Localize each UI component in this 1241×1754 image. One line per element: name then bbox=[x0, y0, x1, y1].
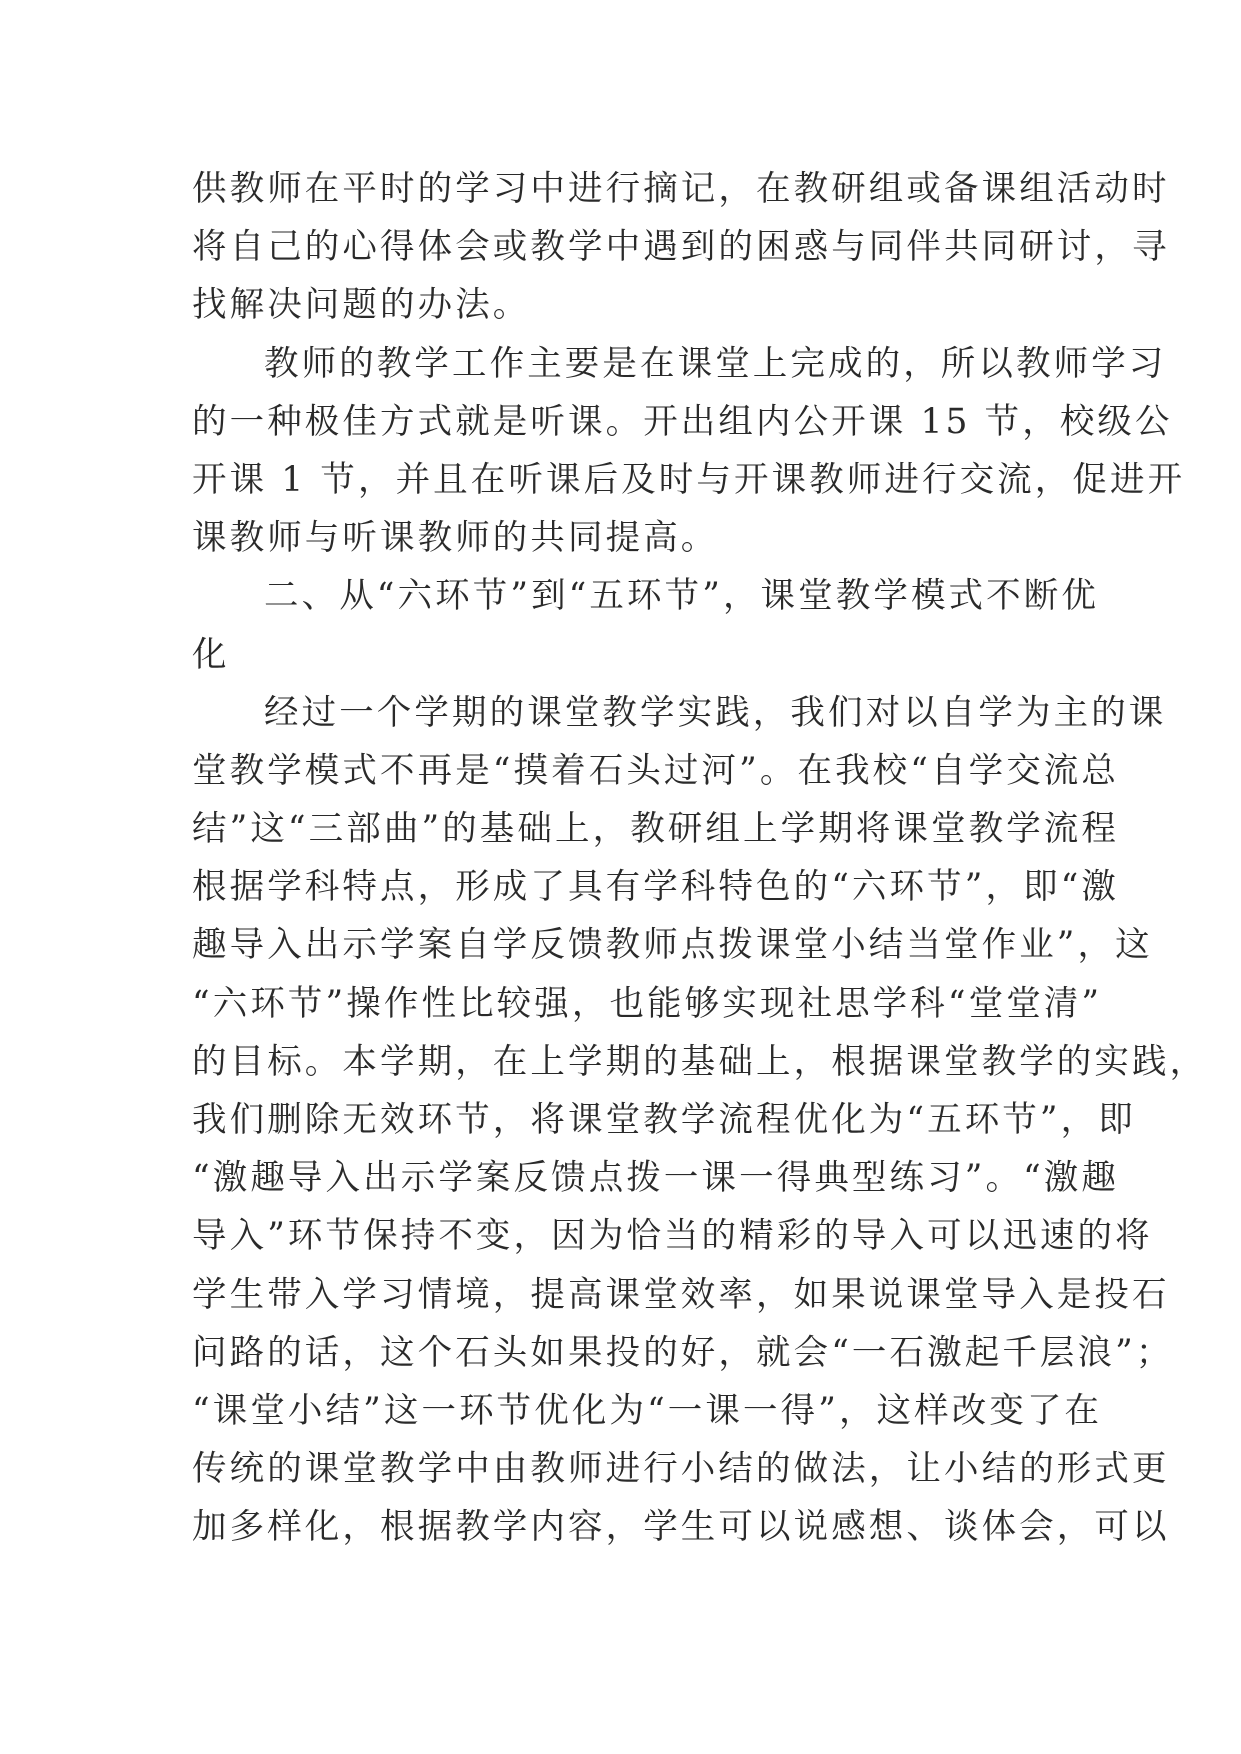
paragraph-start-line: 教师的教学工作主要是在课堂上完成的，所以教师学习 bbox=[264, 343, 1167, 384]
text-line: “课堂小结”这一环节优化为“一课一得”，这样改变了在 bbox=[192, 1390, 1103, 1431]
text-line: 问路的话，这个石头如果投的好，就会“一石激起千层浪”； bbox=[192, 1332, 1174, 1373]
text-line: 开课 1 节，并且在听课后及时与开课教师进行交流，促进开 bbox=[192, 459, 1186, 500]
paragraph-start-line: 经过一个学期的课堂教学实践，我们对以自学为主的课 bbox=[264, 692, 1167, 733]
text-line: 传统的课堂教学中由教师进行小结的做法，让小结的形式更 bbox=[192, 1449, 1170, 1490]
text-line: “激趣导入出示学案反馈点拨一课一得典型练习”。“激趣 bbox=[192, 1158, 1120, 1199]
text-line: 找解决问题的办法。 bbox=[192, 285, 531, 326]
document-body bbox=[192, 160, 1208, 1557]
text-line: “六环节”操作性比较强，也能够实现社思学科“堂堂清” bbox=[192, 983, 1103, 1024]
section-heading-line: 化 bbox=[192, 634, 230, 675]
text-line: 的一种极佳方式就是听课。开出组内公开课 15 节，校级公 bbox=[192, 401, 1173, 442]
text-line: 结”这“三部曲”的基础上，教研组上学期将课堂教学流程 bbox=[192, 809, 1120, 850]
text-line: 堂教学模式不再是“摸着石头过河”。在我校“自学交流总 bbox=[192, 750, 1120, 791]
text-line: 课教师与听课教师的共同提高。 bbox=[192, 518, 719, 559]
text-line: 根据学科特点，形成了具有学科特色的“六环节”，即“激 bbox=[192, 867, 1120, 908]
text-line: 趣导入出示学案自学反馈教师点拨课堂小结当堂作业”，这 bbox=[192, 925, 1153, 966]
section-heading-line: 二、从“六环节”到“五环节”，课堂教学模式不断优 bbox=[264, 576, 1099, 617]
text-line: 供教师在平时的学习中进行摘记，在教研组或备课组活动时 bbox=[192, 169, 1170, 209]
text-line: 导入”环节保持不变，因为恰当的精彩的导入可以迅速的将 bbox=[192, 1216, 1153, 1257]
text-line: 的目标。本学期，在上学期的基础上，根据课堂教学的实践， bbox=[192, 1041, 1208, 1082]
text-line: 我们删除无效环节，将课堂教学流程优化为“五环节”，即 bbox=[192, 1100, 1136, 1140]
text-line: 学生带入学习情境，提高课堂效率，如果说课堂导入是投石 bbox=[192, 1274, 1170, 1315]
text-line: 加多样化，根据教学内容，学生可以说感想、谈体会，可以 bbox=[192, 1507, 1170, 1548]
text-line: 将自己的心得体会或教学中遇到的困惑与同伴共同研讨，寻 bbox=[192, 227, 1170, 268]
